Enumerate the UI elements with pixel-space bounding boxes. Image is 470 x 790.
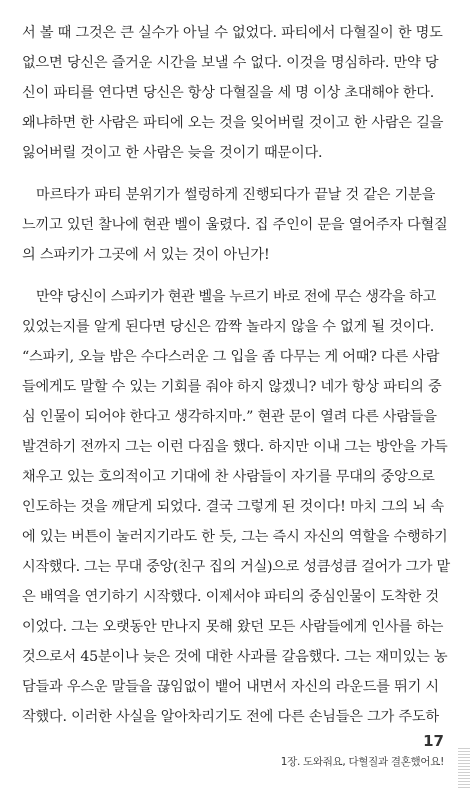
body-text	[22, 18, 450, 744]
text-line: 은 배역을 연기하기 시작했다. 이제서야 파티의 중심인물이 도착한 것	[22, 589, 439, 605]
text-line: 들에게도 말할 수 있는 기회를 줘야 하지 않겠니? 네가 항상 파티의 중	[22, 379, 442, 395]
running-head: 1장. 도와줘요, 다혈질과 결혼했어요!	[280, 756, 444, 768]
text-line: 느끼고 있던 찰나에 현관 벨이 울렸다. 집 주인이 문을 열어주자 다혈질	[22, 217, 448, 233]
text-line: 이었다. 그는 오랫동안 만나지 못해 왔던 모든 사람들에게 인사를 하는	[22, 619, 444, 635]
text-line: 에 있는 버튼이 눌러지기라도 한 듯, 그는 즉시 자신의 역할을 수행하기	[22, 529, 448, 545]
paragraph	[22, 18, 450, 168]
text-line: 마르타가 파티 분위기가 썰렁하게 진행되다가 끝날 것 같은 기분을	[36, 187, 436, 203]
text-line: “스파키, 오늘 밤은 수다스러운 그 입을 좀 다무는 게 어때? 다른 사람	[22, 349, 440, 365]
text-line: 신이 파티를 연다면 당신은 항상 다혈질을 세 명 이상 초대해야 한다.	[22, 85, 435, 101]
page-number: 17	[423, 732, 444, 750]
text-line: 만약 당신이 스파키가 현관 벨을 누르기 바로 전에 무슨 생각을 하고	[36, 289, 436, 305]
text-line: 시작했다. 그는 무대 중앙(친구 집의 거실)으로 성큼성큼 걸어가 그가 맡	[22, 559, 450, 575]
text-line: 심 인물이 되어야 한다고 생각하지마.” 현관 문이 열려 다른 사람들을	[22, 409, 437, 425]
text-line: 작했다. 이러한 사실을 알아차리기도 전에 다른 손님들은 그가 주도하	[22, 709, 439, 725]
paragraph	[22, 180, 450, 270]
text-line: 것으로서 45분이나 늦은 것에 대한 사과를 갈음했다. 그는 재미있는 농	[22, 649, 448, 665]
text-line: 없으면 당신은 즐거운 시간을 보낼 수 없다. 이것을 명심하라. 만약 당	[22, 55, 439, 71]
text-line: 있었는지를 알게 된다면 당신은 깜짝 놀라지 않을 수 없게 될 것이다.	[22, 319, 435, 335]
text-line: 의 스파키가 그곳에 서 있는 것이 아닌가!	[22, 247, 270, 263]
page-edge-marker	[458, 748, 470, 790]
text-line: 발견하기 전까지 그는 이런 다짐을 했다. 하지만 이내 그는 방안을 가득	[22, 439, 448, 455]
text-line: 왜냐하면 한 사람은 파티에 오는 것을 잊어버릴 것이고 한 사람은 길을	[22, 115, 444, 131]
text-line: 채우고 있는 호의적이고 기대에 찬 사람들이 자기를 무대의 중앙으로	[22, 469, 435, 485]
page-footer	[281, 732, 444, 770]
text-line: 담들과 우스운 말들을 끊임없이 뱉어 내면서 자신의 라운드를 뛰기 시	[22, 679, 439, 695]
text-line: 서 볼 때 그것은 큰 실수가 아닐 수 없었다. 파티에서 다혈질이 한 명도	[22, 25, 443, 41]
text-line: 인도하는 것을 깨닫게 되었다. 결국 그렇게 된 것이다! 마치 그의 뇌 속	[22, 499, 444, 515]
paragraph	[22, 282, 450, 732]
text-line: 잃어버릴 것이고 한 사람은 늦을 것이기 때문이다.	[22, 145, 323, 161]
